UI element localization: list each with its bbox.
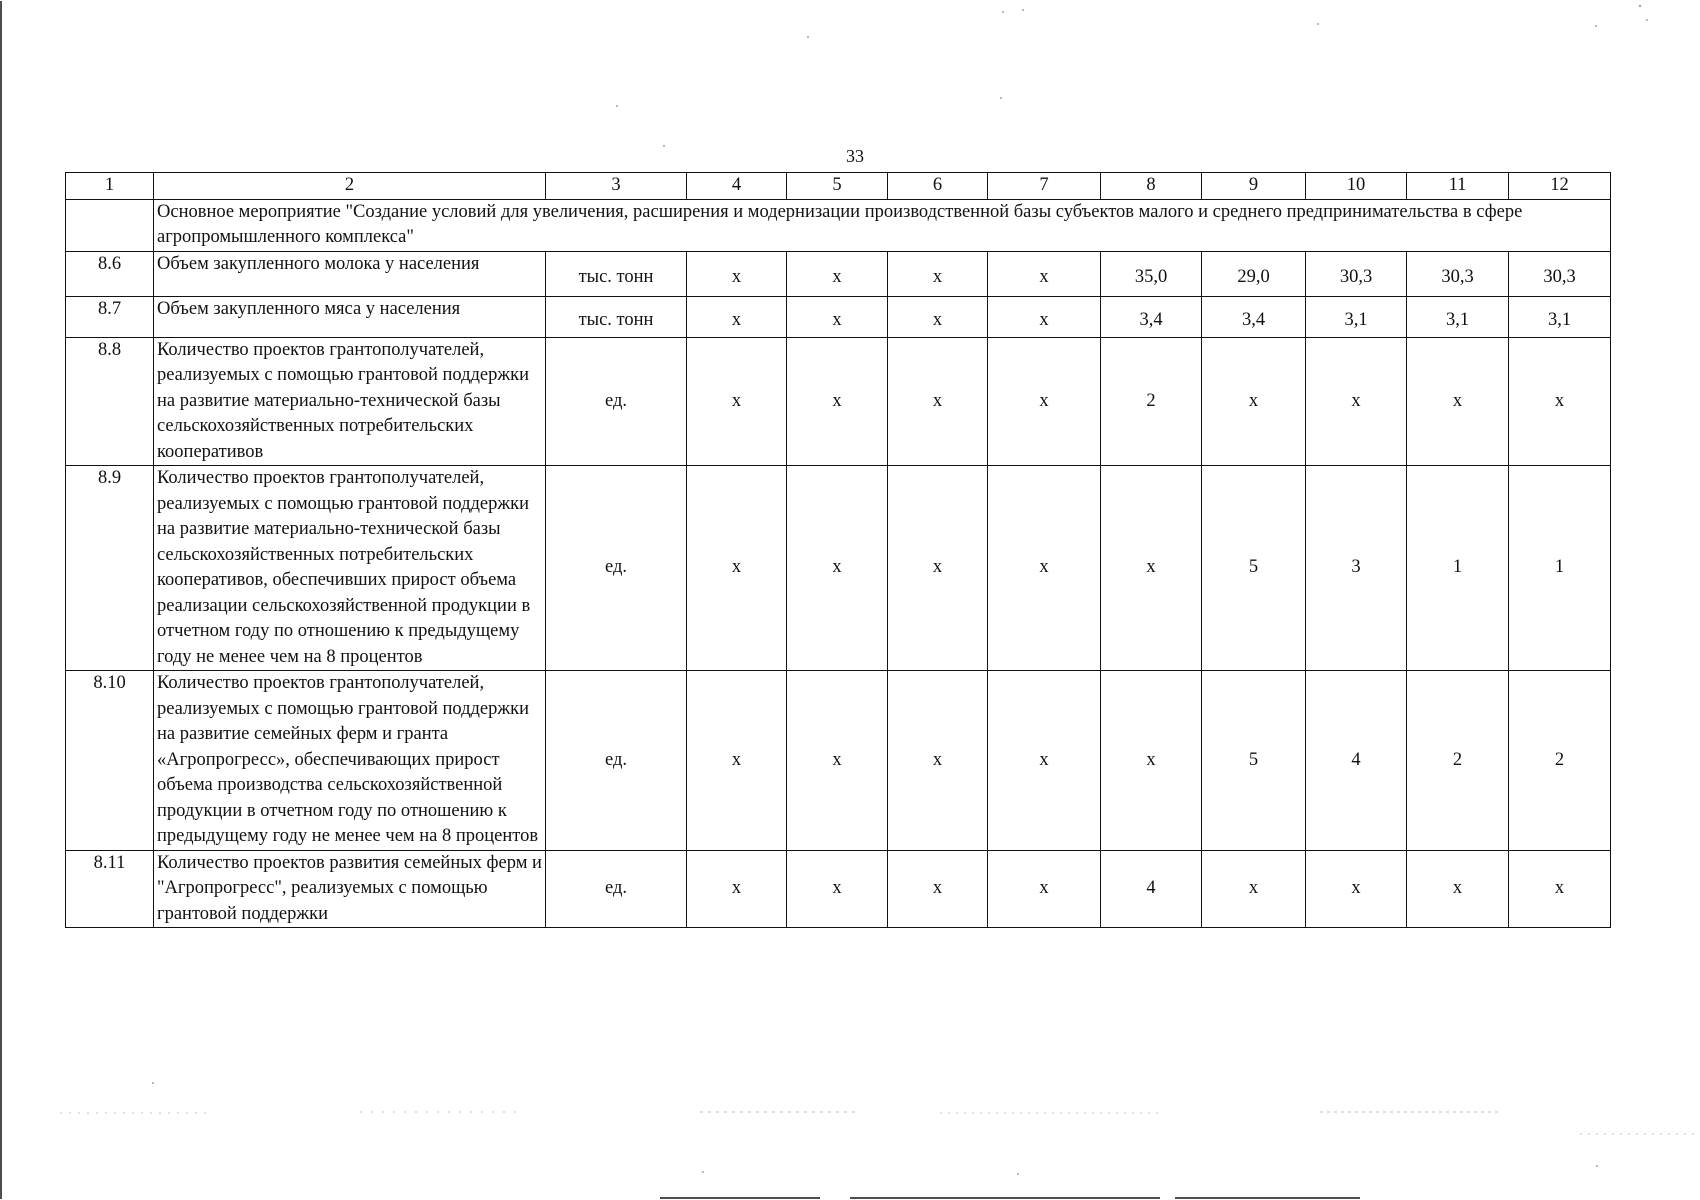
value-cell: х (888, 251, 988, 296)
unit-cell: тыс. тонн (546, 251, 687, 296)
column-header: 10 (1306, 173, 1407, 200)
value-cell: 2 (1407, 671, 1509, 851)
row-number: 8.11 (66, 850, 154, 928)
value-cell: х (687, 466, 787, 671)
unit-cell: ед. (546, 466, 687, 671)
value-cell: 4 (1101, 850, 1202, 928)
value-cell: 3,1 (1509, 296, 1611, 337)
column-header: 11 (1407, 173, 1509, 200)
value-cell: х (1407, 337, 1509, 466)
value-cell: х (787, 671, 888, 851)
indicators-table (65, 172, 1611, 928)
column-header: 2 (154, 173, 546, 200)
row-number: 8.7 (66, 296, 154, 337)
value-cell: х (1101, 671, 1202, 851)
value-cell: 3,4 (1202, 296, 1306, 337)
column-header: 12 (1509, 173, 1611, 200)
value-cell: х (787, 251, 888, 296)
value-cell: 30,3 (1509, 251, 1611, 296)
section-row (66, 199, 1611, 251)
value-cell: х (988, 466, 1101, 671)
value-cell: х (888, 466, 988, 671)
unit-cell: ед. (546, 850, 687, 928)
column-header: 4 (687, 173, 787, 200)
value-cell: х (787, 296, 888, 337)
value-cell: х (787, 850, 888, 928)
value-cell: х (1306, 850, 1407, 928)
value-cell: х (888, 850, 988, 928)
value-cell: х (1306, 337, 1407, 466)
value-cell: х (687, 251, 787, 296)
value-cell: х (988, 296, 1101, 337)
table-row (66, 466, 1611, 671)
row-number: 8.9 (66, 466, 154, 671)
value-cell: х (1202, 850, 1306, 928)
value-cell: 35,0 (1101, 251, 1202, 296)
indicator-name: Объем закупленного мяса у населения (154, 296, 546, 337)
value-cell: х (988, 337, 1101, 466)
value-cell: х (988, 251, 1101, 296)
value-cell: 3,4 (1101, 296, 1202, 337)
table-row (66, 337, 1611, 466)
value-cell: х (888, 296, 988, 337)
page-number: 33 (846, 146, 864, 166)
unit-cell: ед. (546, 337, 687, 466)
value-cell: 3,1 (1306, 296, 1407, 337)
value-cell: 3 (1306, 466, 1407, 671)
value-cell: х (1407, 850, 1509, 928)
column-header: 1 (66, 173, 154, 200)
indicator-name: Количество проектов грантополучателей, реализуемых с помощью грантовой поддержки на развитие материально-технической базы сельскохозяйственных потребительских кооперативов, обеспечивших прирост объема реализации сельскохозяйственной продукции в отчетном году по отношению к предыдущему году не менее чем на 8 процентов (154, 466, 546, 671)
section-num-cell (66, 199, 154, 251)
value-cell: х (1509, 850, 1611, 928)
header-row (66, 173, 1611, 200)
column-header: 8 (1101, 173, 1202, 200)
value-cell: х (787, 466, 888, 671)
table-row (66, 251, 1611, 296)
value-cell: х (687, 850, 787, 928)
value-cell: х (687, 337, 787, 466)
value-cell: х (988, 671, 1101, 851)
value-cell: х (787, 337, 888, 466)
value-cell: х (687, 671, 787, 851)
value-cell: 1 (1407, 466, 1509, 671)
value-cell: х (888, 337, 988, 466)
value-cell: 2 (1509, 671, 1611, 851)
unit-cell: ед. (546, 671, 687, 851)
value-cell: 2 (1101, 337, 1202, 466)
indicator-name: Количество проектов грантополучателей, реализуемых с помощью грантовой поддержки на развитие материально-технической базы сельскохозяйственных потребительских кооперативов (154, 337, 546, 466)
value-cell: 5 (1202, 671, 1306, 851)
indicator-name: Количество проектов развития семейных ферм и "Агропрогресс", реализуемых с помощью грантовой поддержки (154, 850, 546, 928)
value-cell: 1 (1509, 466, 1611, 671)
value-cell: х (1101, 466, 1202, 671)
column-header: 7 (988, 173, 1101, 200)
column-header: 3 (546, 173, 687, 200)
value-cell: 3,1 (1407, 296, 1509, 337)
value-cell: 5 (1202, 466, 1306, 671)
indicator-name: Количество проектов грантополучателей, реализуемых с помощью грантовой поддержки на развитие семейных ферм и гранта «Агропрогресс», обеспечивающих прирост объема производства сельскохозяйственной продукции в отчетном году по отношению к предыдущему году не менее чем на 8 процентов (154, 671, 546, 851)
value-cell: х (1202, 337, 1306, 466)
value-cell: 30,3 (1407, 251, 1509, 296)
table-row (66, 671, 1611, 851)
value-cell: 4 (1306, 671, 1407, 851)
section-title: Основное мероприятие "Создание условий для увеличения, расширения и модернизации производственной базы субъектов малого и среднего предпринимательства в сфере агропромышленного комплекса" (154, 199, 1611, 251)
column-header: 5 (787, 173, 888, 200)
value-cell: 29,0 (1202, 251, 1306, 296)
value-cell: х (687, 296, 787, 337)
row-number: 8.6 (66, 251, 154, 296)
row-number: 8.10 (66, 671, 154, 851)
unit-cell: тыс. тонн (546, 296, 687, 337)
value-cell: х (1509, 337, 1611, 466)
value-cell: х (888, 671, 988, 851)
table-row (66, 296, 1611, 337)
value-cell: х (988, 850, 1101, 928)
row-number: 8.8 (66, 337, 154, 466)
table-row (66, 850, 1611, 928)
column-header: 6 (888, 173, 988, 200)
indicator-name: Объем закупленного молока у населения (154, 251, 546, 296)
column-header: 9 (1202, 173, 1306, 200)
value-cell: 30,3 (1306, 251, 1407, 296)
